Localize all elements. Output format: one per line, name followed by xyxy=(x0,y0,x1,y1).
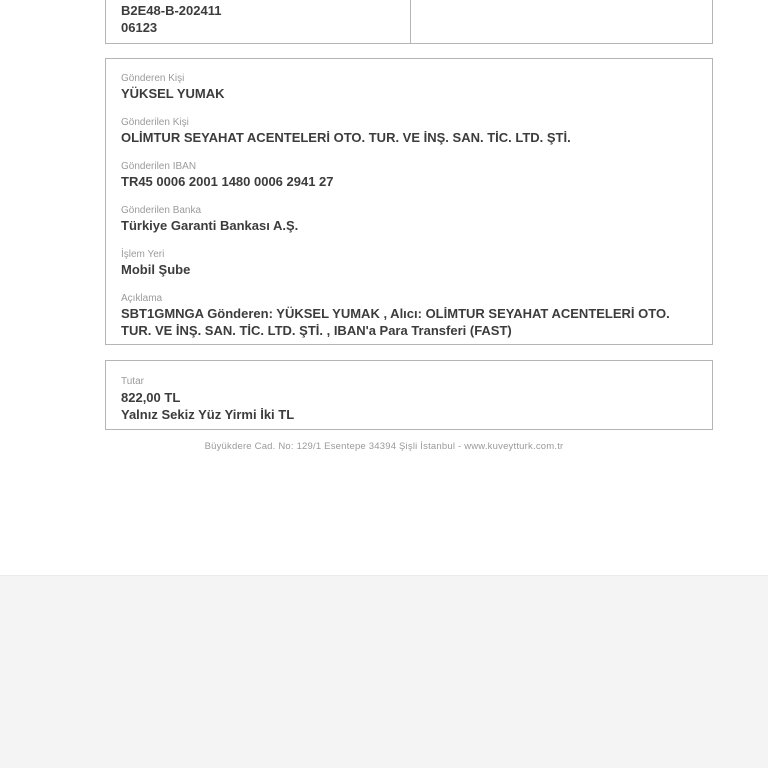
field-value: SBT1GMNGA Gönderen: YÜKSEL YUMAK , Alıcı: OLİMTUR SEYAHAT ACENTELERİ OTO. TUR. VE İNŞ. SAN. TİC. LTD. ŞTİ. , IBAN'a Para Transferi (FAST) xyxy=(121,306,670,338)
field-gonderen-kisi xyxy=(121,72,697,102)
amount-in-words: Yalnız Sekiz Yüz Yirmi İki TL xyxy=(121,407,295,422)
reference-box xyxy=(105,0,713,44)
field-label: Gönderilen Kişi xyxy=(121,117,189,128)
field-gonderilen-kisi xyxy=(121,116,697,146)
field-label: Gönderen Kişi xyxy=(121,73,185,84)
footer-address: Büyükdere Cad. No: 129/1 Esentepe 34394 Şişli İstanbul - www.kuveytturk.com.tr xyxy=(204,441,564,452)
field-label: Açıklama xyxy=(121,293,163,304)
details-box xyxy=(105,58,713,345)
field-gonderilen-banka xyxy=(121,204,697,234)
amount-value: 822,00 TL xyxy=(121,390,181,405)
field-value: OLİMTUR SEYAHAT ACENTELERİ OTO. TUR. VE İNŞ. SAN. TİC. LTD. ŞTİ. xyxy=(121,130,571,145)
below-page-background xyxy=(0,575,768,768)
field-label: Gönderilen IBAN xyxy=(121,161,197,172)
field-islem-yeri xyxy=(121,248,697,278)
field-label: İşlem Yeri xyxy=(121,249,165,260)
reference-box-divider xyxy=(410,0,411,43)
field-value: Mobil Şube xyxy=(121,262,191,277)
field-label: Gönderilen Banka xyxy=(121,205,202,216)
reference-number xyxy=(121,2,221,36)
reference-number-line2: 06123 xyxy=(121,20,158,35)
field-gonderilen-iban xyxy=(121,160,697,190)
reference-number-line1: B2E48-B-202411 xyxy=(121,3,222,18)
amount-label: Tutar xyxy=(121,376,144,387)
amount-box xyxy=(105,360,713,430)
field-aciklama xyxy=(121,292,697,339)
field-value: TR45 0006 2001 1480 0006 2941 27 xyxy=(121,174,334,189)
field-value: Türkiye Garanti Bankası A.Ş. xyxy=(121,218,299,233)
field-value: YÜKSEL YUMAK xyxy=(121,86,225,101)
